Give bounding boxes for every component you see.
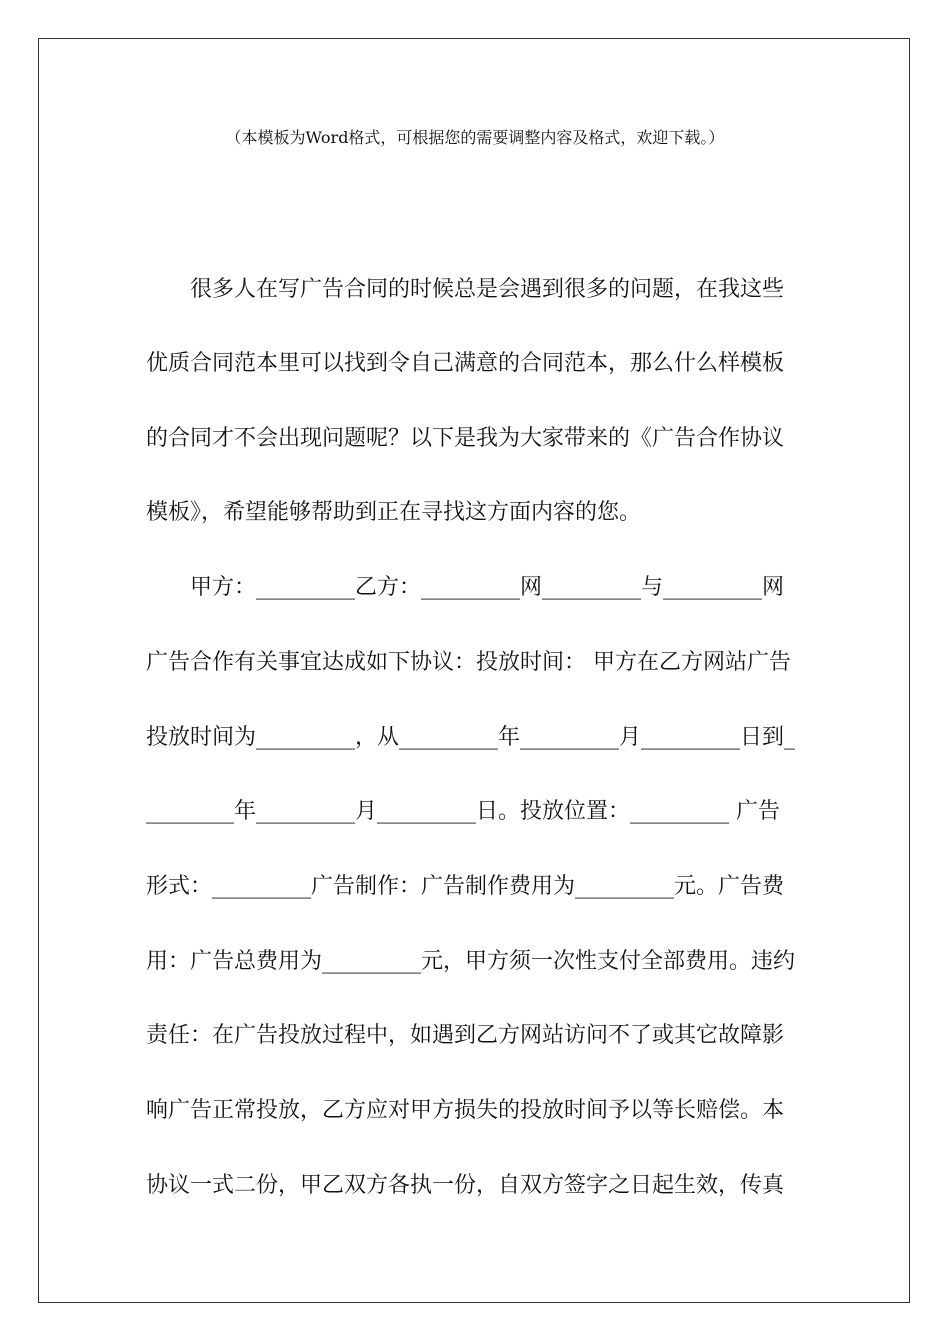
body-line: 模板》，希望能够帮助到正在寻找这方面内容的您。 [146, 500, 642, 525]
body-line: 投放时间为_________，从_________年_________月_________日到_ [146, 725, 796, 750]
body-line: 甲方：_________乙方：_________网_________与_________网 [190, 575, 785, 600]
body-line: 很多人在写广告合同的时候总是会遇到很多的问题，在我这些 [190, 277, 785, 302]
body-line: ________年_________月_________日。投放位置：_________ 广告 [146, 799, 780, 824]
body-line: 用：广告总费用为_________元，甲方须一次性支付全部费用。违约 [146, 949, 796, 974]
body-line: 责任：在广告投放过程中，如遇到乙方网站访问不了或其它故障影 [146, 1023, 785, 1048]
body-line: 形式：_________广告制作：广告制作费用为_________元。广告费 [146, 874, 785, 899]
body-line: 优质合同范本里可以找到令自己满意的合同范本，那么什么样模板 [146, 351, 785, 376]
body-line: 广告合作有关事宜达成如下协议：投放时间： 甲方在乙方网站广告 [146, 650, 791, 675]
body-line: 协议一式二份，甲乙双方各执一份，自双方签字之日起生效，传真 [146, 1173, 785, 1198]
body-line: 响广告正常投放，乙方应对甲方损失的投放时间予以等长赔偿。本 [146, 1098, 785, 1123]
template-note: （本模板为Word格式，可根据您的需要调整内容及格式，欢迎下载。） [225, 128, 725, 147]
body-line: 的合同才不会出现问题呢？以下是我为大家带来的《广告合作协议 [146, 426, 785, 451]
